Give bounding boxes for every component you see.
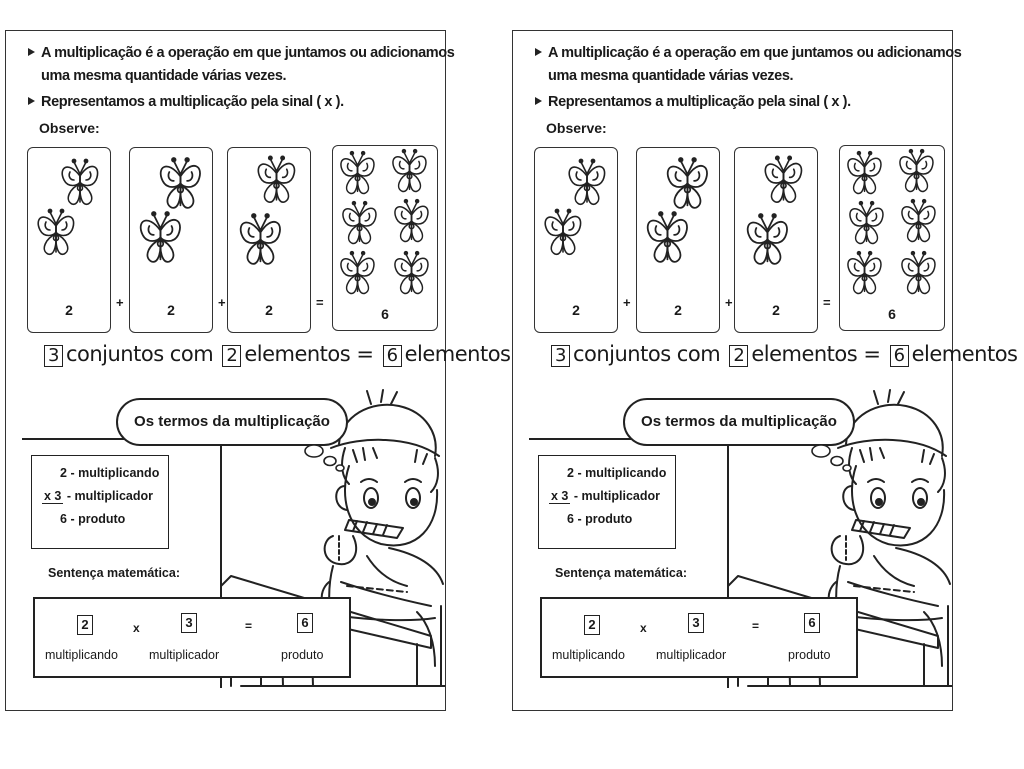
butterfly-icon: [339, 200, 381, 252]
butterfly-icon: [743, 212, 793, 274]
sentence-text: elementos =: [751, 342, 881, 366]
group-card-1: [27, 147, 111, 333]
sentence-text: conjuntos com: [65, 342, 214, 366]
butterfly-icon: [565, 158, 610, 213]
butterfly-icon: [541, 208, 586, 263]
triangle-bullet-icon: [535, 97, 542, 105]
triangle-bullet-icon: [535, 48, 542, 56]
math-sentence-label: Sentença matemática:: [48, 566, 181, 580]
multiplier-box: 3: [181, 613, 197, 633]
card-number: 2: [572, 302, 580, 318]
card-number: 2: [265, 302, 273, 318]
equals-sign: =: [823, 295, 831, 310]
butterfly-icon: [761, 154, 807, 212]
terms-box: [31, 455, 169, 549]
thought-dots-icon: [809, 443, 853, 473]
butterfly-icon: [643, 210, 693, 272]
total-count-box: 6: [890, 345, 909, 367]
sentence-text: conjuntos com: [572, 342, 721, 366]
group-card-4: [332, 145, 438, 331]
triangle-bullet-icon: [28, 48, 35, 56]
sets-sentence: [548, 342, 1018, 367]
total-count-box: 6: [383, 345, 402, 367]
multiplier-box: 3: [688, 613, 704, 633]
intro-line-2: uma mesma quantidade várias vezes.: [548, 68, 794, 84]
intro-bullet-2: Representamos a multiplicação pela sinal ( x ).: [28, 93, 344, 111]
triangle-bullet-icon: [28, 97, 35, 105]
butterfly-icon: [34, 208, 79, 263]
intro-bullet-1: A multiplicação é a operação em que juntamos ou adicionamos: [535, 44, 961, 62]
sentence-text: elementos =: [244, 342, 374, 366]
math-sentence-label: Sentença matemática:: [555, 566, 688, 580]
plus-sign: +: [725, 295, 733, 310]
sentence-text: elementos: [911, 342, 1018, 366]
butterfly-icon: [136, 210, 186, 272]
group-card-4: [839, 145, 945, 331]
thought-dots-icon: [302, 443, 346, 473]
butterfly-icon: [337, 250, 379, 302]
butterfly-icon: [254, 154, 300, 212]
butterfly-icon: [156, 156, 206, 218]
butterfly-icon: [896, 148, 938, 200]
butterfly-icon: [236, 212, 286, 274]
observe-label: Observe:: [546, 120, 607, 136]
sets-count-box: 3: [44, 345, 63, 367]
equals-sign: =: [752, 619, 760, 633]
equals-sign: =: [245, 619, 253, 633]
card-number: 2: [772, 302, 780, 318]
multiplicand-box: 2: [77, 615, 93, 635]
butterfly-icon: [844, 250, 886, 302]
formula-box: [540, 597, 858, 678]
equals-sign: =: [316, 295, 324, 310]
card-number: 6: [888, 306, 896, 322]
worksheet-left: [5, 30, 511, 711]
butterfly-icon: [391, 198, 433, 250]
butterfly-icon: [337, 150, 379, 202]
term-multiplier: x 3 - multiplicador: [551, 489, 660, 503]
butterfly-icon: [663, 156, 713, 218]
card-number: 2: [167, 302, 175, 318]
group-card-2: [129, 147, 213, 333]
multiplier-label: multiplicador: [656, 648, 727, 662]
card-number: 6: [381, 306, 389, 322]
card-number: 2: [674, 302, 682, 318]
multiplicand-label: multiplicando: [45, 648, 118, 662]
sentence-text: elementos: [404, 342, 511, 366]
butterfly-icon: [844, 150, 886, 202]
thought-bubble: Os termos da multiplicação: [116, 398, 348, 446]
thought-bubble: Os termos da multiplicação: [623, 398, 855, 446]
butterfly-icon: [898, 198, 940, 250]
term-product: 6 - produto: [60, 512, 126, 526]
intro-line-2: uma mesma quantidade várias vezes.: [41, 68, 287, 84]
intro-bullet-2: Representamos a multiplicação pela sinal ( x ).: [535, 93, 851, 111]
times-sign: x: [133, 621, 140, 635]
worksheet-right: [512, 30, 1018, 711]
butterfly-icon: [389, 148, 431, 200]
sets-sentence: [41, 342, 511, 367]
formula-box: [33, 597, 351, 678]
product-label: produto: [788, 648, 831, 662]
card-number: 2: [65, 302, 73, 318]
product-box: 6: [297, 613, 313, 633]
group-card-2: [636, 147, 720, 333]
terms-box: [538, 455, 676, 549]
plus-sign: +: [623, 295, 631, 310]
multiplicand-box: 2: [584, 615, 600, 635]
multiplicand-label: multiplicando: [552, 648, 625, 662]
intro-bullet-1: A multiplicação é a operação em que juntamos ou adicionamos: [28, 44, 454, 62]
elements-count-box: 2: [222, 345, 241, 367]
term-multiplicand: 2 - multiplicando: [567, 466, 667, 480]
multiplier-label: multiplicador: [149, 648, 220, 662]
butterfly-icon: [898, 250, 940, 302]
product-label: produto: [281, 648, 324, 662]
group-card-3: [227, 147, 311, 333]
product-box: 6: [804, 613, 820, 633]
term-product: 6 - produto: [567, 512, 633, 526]
group-card-3: [734, 147, 818, 333]
butterfly-icon: [391, 250, 433, 302]
times-sign: x: [640, 621, 647, 635]
term-multiplicand: 2 - multiplicando: [60, 466, 160, 480]
term-multiplier: x 3 - multiplicador: [44, 489, 153, 503]
butterfly-icon: [58, 158, 103, 213]
elements-count-box: 2: [729, 345, 748, 367]
group-card-1: [534, 147, 618, 333]
plus-sign: +: [116, 295, 124, 310]
observe-label: Observe:: [39, 120, 100, 136]
plus-sign: +: [218, 295, 226, 310]
sets-count-box: 3: [551, 345, 570, 367]
butterfly-icon: [846, 200, 888, 252]
